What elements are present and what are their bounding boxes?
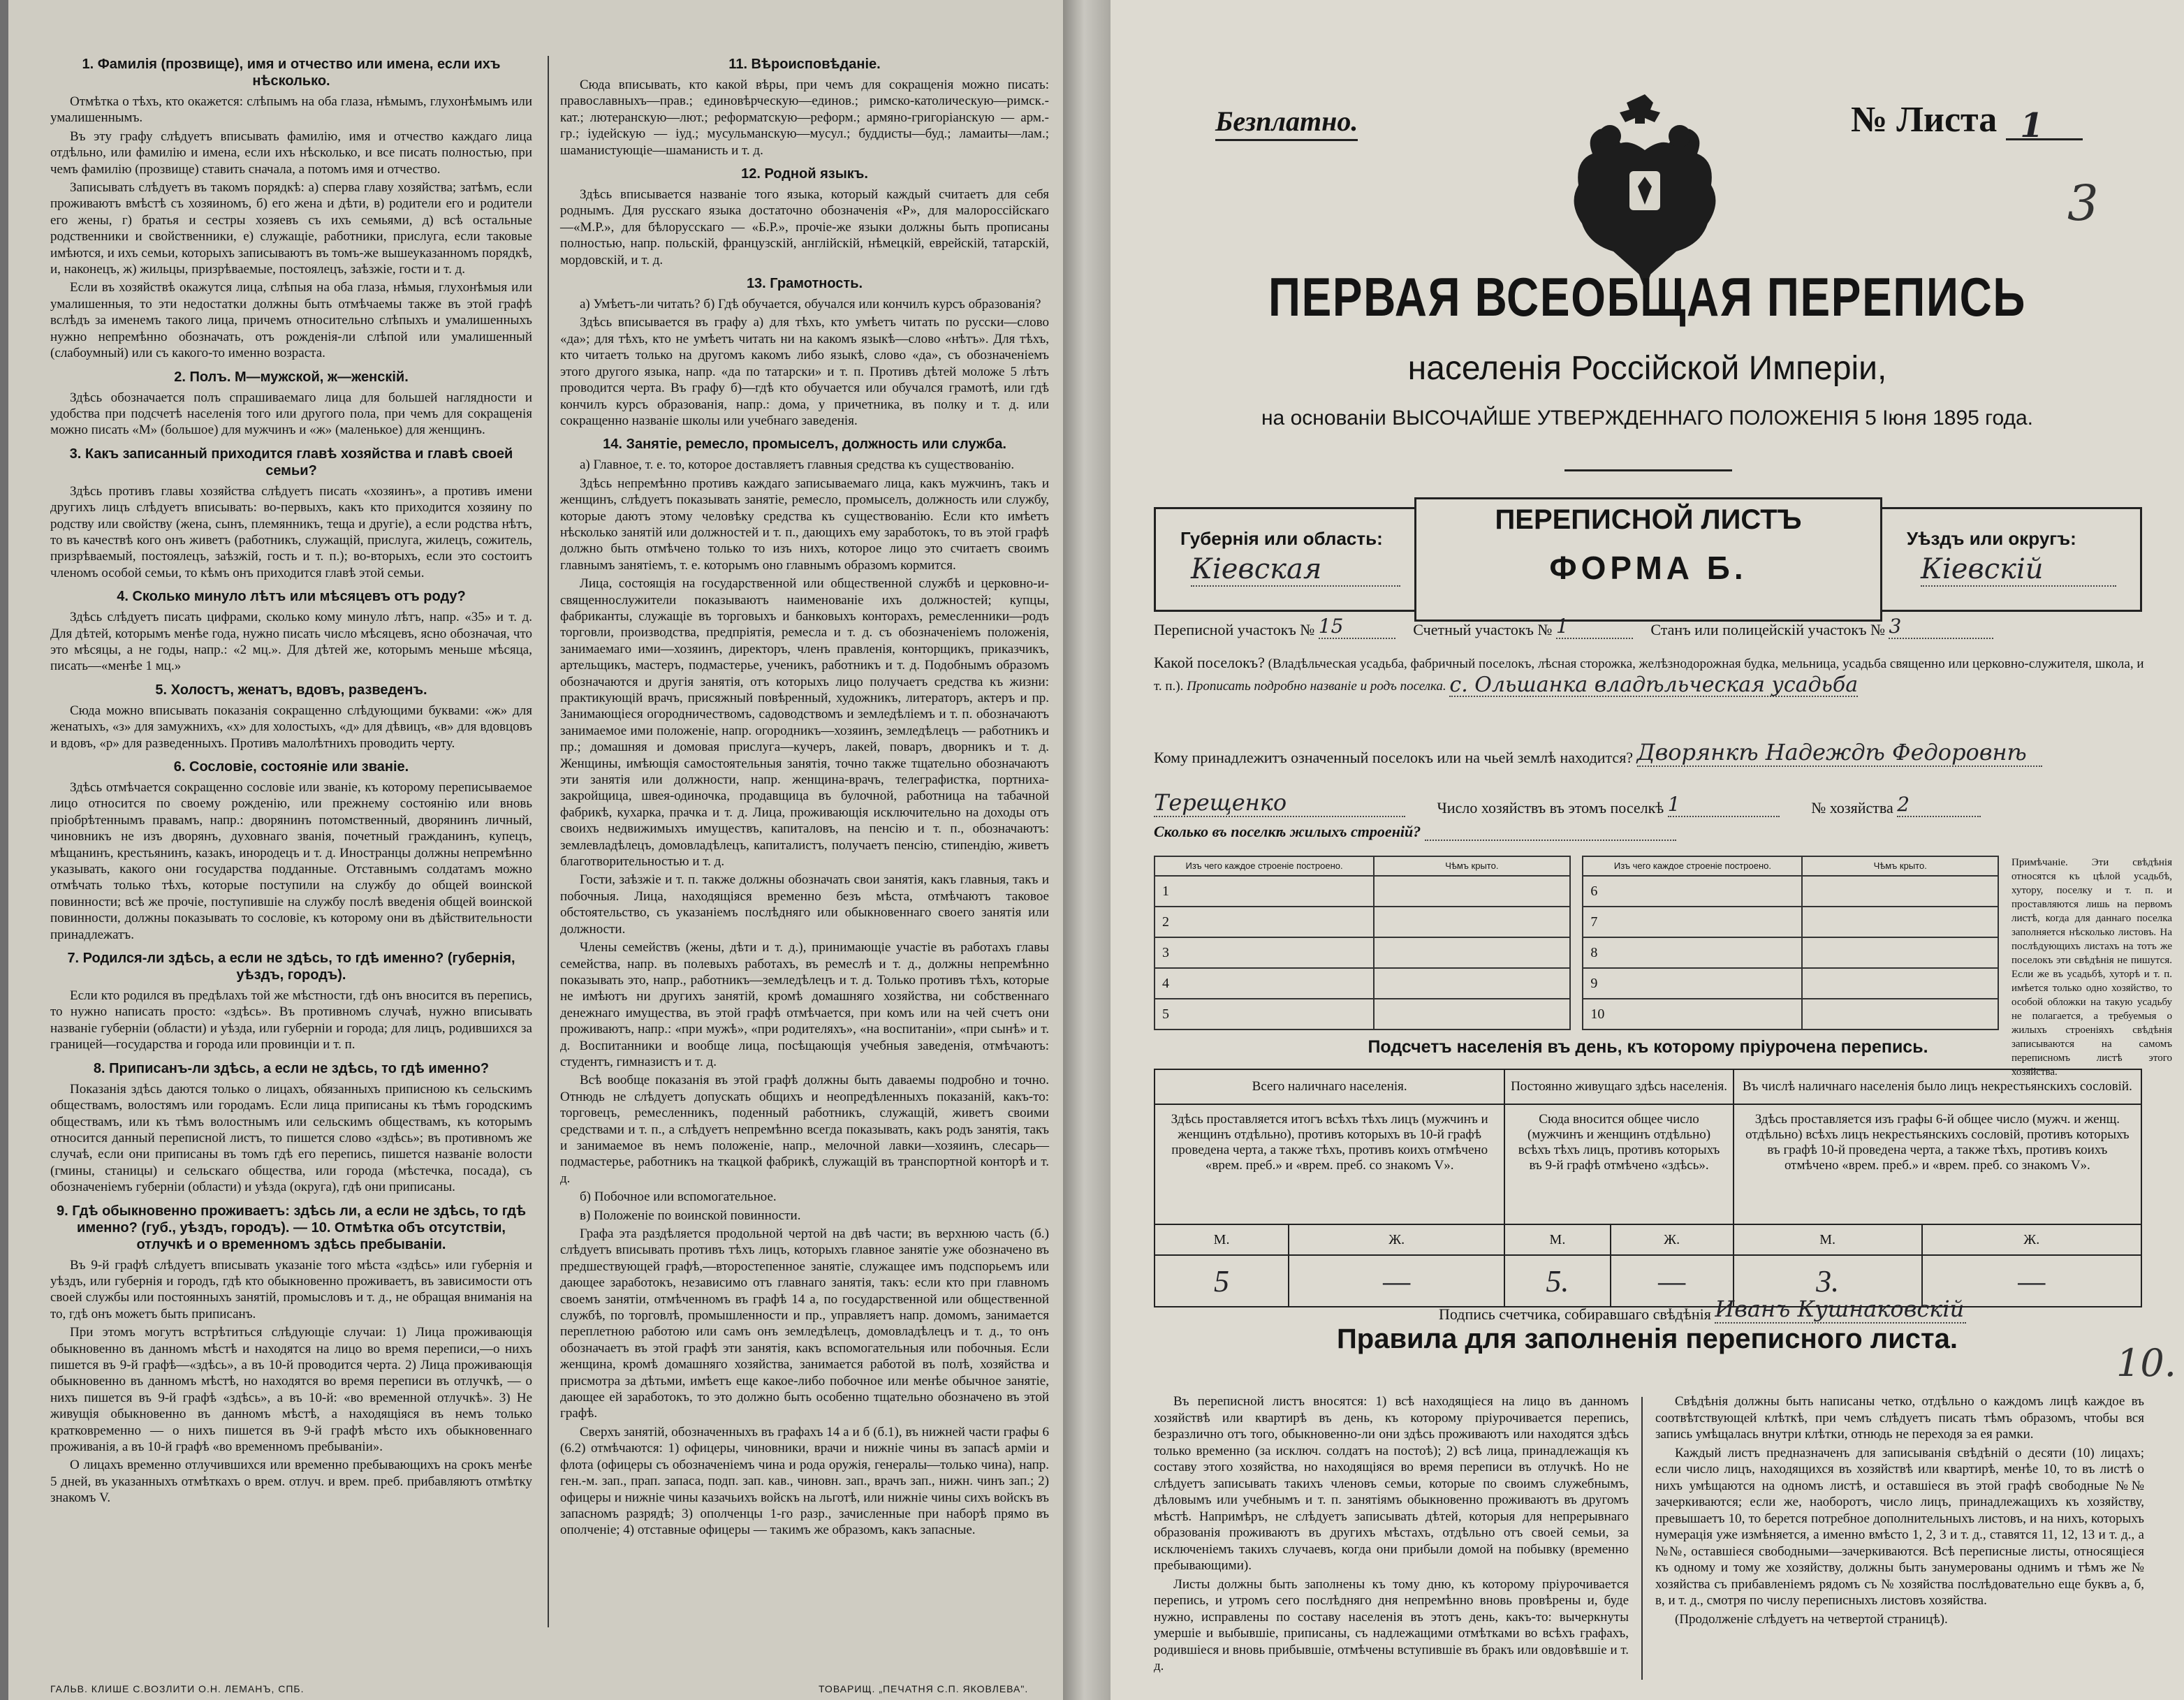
row-number: 6: [1583, 876, 1802, 907]
rule-paragraph: Если кто родился въ предѣлахъ той же мѣстности, гдѣ онъ вносится въ перепись, то нужно написать просто: «здѣсь». Въ противномъ случаѣ, нужно вписывать названіе губерніи (области) и уѣзда, или губерніи и города; для лицъ, родившихся за границей—государства и города или провинціи и т. п.: [50, 988, 532, 1053]
section-heading: 14. Занятіе, ремесло, промыселъ, должность или служба.: [603, 437, 1006, 453]
rule-paragraph: а) Главное, т. е. то, которое доставляетъ главныя средства къ существованію.: [580, 457, 1015, 473]
count-header-non-peasant: Въ числѣ наличнаго населенія было лицъ некрестьянскихъ сословій.: [1734, 1069, 2141, 1104]
rule-paragraph: Свѣдѣнія должны быть написаны четко, отдѣльно о каждомъ лицѣ каждое въ соотвѣтствующей клѣткѣ, при чемъ слѣдуетъ писать тѣмъ образомъ, чтобы вся запись умѣщалась внутри клѣтки, отнюдь не переходя за ея рамки.: [1655, 1394, 2144, 1442]
table-row: [1155, 907, 1998, 937]
sheet-number-label: № Листа: [1851, 100, 1998, 140]
section-heading: 13. Грамотность.: [746, 276, 863, 292]
corner-page-number: 3: [2067, 175, 2099, 232]
section-heading: 11. Вѣроисповѣданіе.: [728, 57, 881, 72]
section-heading: 9. Гдѣ обыкновенно проживаетъ: здѣсь ли, а если не здѣсь, то гдѣ именно? (губ., уѣздъ, городъ). — 10. Отмѣтка объ отсутствіи, отлучкѣ и о временномъ здѣсь пребываніи.: [56, 1203, 527, 1252]
rule-paragraph: Графа эта раздѣляется продольной чертой на двѣ части; въ верхнюю часть (б.) слѣдуетъ вписывать противъ тѣхъ лицъ, которыхъ главное занятіе уже обозначено въ предшествующей графѣ,—второстепенное занятіе, служащее имъ подспорьемъ или дающее заработокъ, независимо отъ главнаго занятія, такъ: если кто при главномъ своемъ занятіи, отмѣченномъ въ графѣ 14 а, по государственной или общественной службѣ, по торговлѣ, промышленности и пр., управляетъ напр. домомъ, занимается переплетною работою или самъ онъ земледѣлецъ, домовладѣлецъ и т. д., то онъ обозначаетъ въ этой графѣ эти занятія, какъ вспомогательныя или побочныя. Если женщина, кромѣ домашняго хозяйства, занимается работой въ полѣ, хозяйства и присмотра за дѣтьми, имѣетъ еще какое-либо побочное или менѣе обычное занятіе, дающее ей заработокъ, то это должно быть особенно тщательно обозначено въ этой графѣ.: [560, 1226, 1049, 1421]
table-row: [1155, 999, 1998, 1029]
row-number: 2: [1155, 907, 1374, 937]
buildings-header-material-1: Изъ чего каждое строеніе построено.: [1155, 856, 1374, 876]
section-heading: 3. Какъ записанный приходится главѣ хозяйства и главѣ своей семьи?: [69, 446, 513, 478]
owner-value-surname: Терещенко: [1154, 789, 1405, 817]
rule-paragraph: Здѣсь отмѣчается сокращенно сословіе или званіе, къ которому переписываемое лицо относится по своему рожденію, или прежнему состоянію или вновь пріобрѣтеннымъ правамъ, напр.: дворянинъ потомственный, дворянинъ личный, чиновникъ не изъ дворянъ, духовнаго званія, почетный гражданинъ, купецъ, мѣщанинъ, крестьянинъ, казакъ, инородецъ и т. д. Иностранцы должны непремѣнно указывать, какого они государства подданные. Отставнымъ солдатамъ можно отмѣчать только тѣхъ, которые поступили на службу до общей воинской повинности; всѣ же прочіе, поступившіе на службу послѣ введенія общей воинской повинности, должны показывать то сословіе, къ которому они въ дѣйствительности принадлежатъ.: [50, 780, 532, 942]
count-header-total: Всего наличнаго населенія.: [1155, 1069, 1504, 1104]
rule-paragraph: в) Положеніе по воинской повинности.: [580, 1208, 801, 1223]
section-heading: 5. Холостъ, женатъ, вдовъ, разведенъ.: [155, 682, 427, 698]
census-main-title: ПЕРВАЯ ВСЕОБЩАЯ ПЕРЕПИСЬ: [1268, 266, 2027, 328]
permanent-male-value: 5.: [1504, 1255, 1610, 1307]
rule-paragraph: Здѣсь непремѣнно противъ каждаго записываемаго лица, какъ мужчинъ, такъ и женщинъ, слѣдуетъ показывать занятіе, ремесло, промыселъ, должность или службу, которые даютъ этому человѣку средства къ существованію. Если кто имѣетъ нѣсколько занятій или должностей и т. п., дающихъ ему заработокъ, то въ этой графѣ должно быть отмѣчено только то изъ нихъ, которое лицо это считаетъ своимъ главнымъ занятіемъ, т. е. которымъ оно главнымъ образомъ кормится.: [560, 476, 1049, 573]
permanent-female-value: —: [1611, 1255, 1734, 1307]
column-divider: [548, 56, 549, 1627]
rule-paragraph: Листы должны быть заполнены къ тому дню, къ которому пріурочивается перепись, и утромъ сего послѣдняго дня непремѣнно вновь провѣрены и, буде нужно, исправлены по составу населенія въ этотъ день, какъ-то: вычеркнуты умершіе и выбывшіе, приписаны, съ надлежащими отмѣтками во всѣхъ графахъ, родившіеся и вновь прибывшіе, отмѣчены вступившіе въ бракъ или овдовѣвшіе и т. д.: [1154, 1576, 1629, 1673]
signature-label: Подпись счетчика, собиравшаго свѣдѣнія: [1439, 1305, 1711, 1323]
households-line: [1154, 789, 1981, 817]
count-desc-permanent: Сюда вносится общее число (мужчинъ и женщинъ отдѣльно) всѣхъ тѣхъ лицъ, противъ которыхъ въ 9-й графѣ отмѣчено «здѣсь».: [1504, 1104, 1733, 1224]
rule-paragraph: О лицахъ временно отлучившихся или временно пребывающихъ на срокъ менѣе 5 дней, въ указанныхъ отмѣткахъ о врем. отлуч. и врем. преб. прибавляютъ отмѣтку знакомъ V.: [50, 1458, 532, 1506]
rule-paragraph: Показанія здѣсь даются только о лицахъ, обязанныхъ приписною къ сельскимъ обществамъ, волостямъ или городамъ. Если лица приписаны къ тѣмъ городскимъ обществамъ, или къ тѣмъ волостнымъ или сельскимъ обществамъ, къ которымъ относится данный переписной листъ, то пишется слово «здѣсь»; въ противномъ же случаѣ, если они приписаны въ томъ гдѣ его перепись, пишется названіе волости (гмины, станицы) и сельскаго общества, или города (мѣстечка, посада), съ обозначеніемъ губерніи (области) и уѣзда (округа), гдѣ они приписаны.: [50, 1081, 532, 1195]
province-value: Кіевская: [1191, 553, 1400, 587]
rule-paragraph: Здѣсь противъ главы хозяйства слѣдуетъ писать «хозяинъ», а противъ имени другихъ лицъ слѣдуетъ вписывать: во-первыхъ, какъ кто приходится хозяину по родству или свойству (жена, сынъ, племянникъ, теща и другіе), а если родства нѣтъ, то въ качествѣ кого онъ живетъ (работникъ, служащій, прислуга, жилецъ, сожитель, призрѣваемый, постоялецъ, заѣзжій, гость и т. п.); во-вторыхъ, если это состоитъ членомъ особой семьи, то кѣмъ онъ приходится главѣ этой семьи.: [50, 483, 532, 580]
rule-paragraph: Всѣ вообще показанія въ этой графѣ должны быть даваемы подробно и точно. Отнюдь не слѣдуетъ допускать общихъ и неопредѣленныхъ показаній, какъ-то: торговецъ, ремесленникъ, поденный работникъ, служащій, живетъ своими средствами и т. п., а слѣдуетъ непремѣнно всегда показывать, какъ родъ занятія, такъ и занимаемое въ немъ положеніе, напр., мелочной лавки—хозяинъ, слесарь—подмастерье, работникъ на ткацкой фабрикѣ, служащій въ транспортной конторѣ и т. д.: [560, 1073, 1049, 1186]
free-label: Безплатно.: [1215, 105, 1358, 141]
row-number: 5: [1155, 999, 1374, 1029]
buildings-table: [1154, 856, 1999, 1030]
rule-paragraph: Въ переписной листъ вносятся: 1) всѣ находящіеся на лицо въ данномъ хозяйствѣ или квартирѣ въ день, къ которому пріурочивается перепись, безразлично отъ того, обыкновенно-ли они здѣсь проживаютъ или находятся здѣсь только временно (за исключ. солдатъ на постоѣ); 2) всѣ лица, принадлежащія къ составу этого хозяйства, но находящіяся во время переписи въ отлучкѣ. Но не слѣдуетъ записывать такихъ членовъ семьи, которые по своимъ служебнымъ, дѣловымъ или учебнымъ и т. п. занятіямъ обыкновенно проживаютъ въ другомъ мѣстѣ. Напримѣръ, не слѣдуетъ записывать дѣтей, которыя для непрерывнаго образованія проживаютъ въ другихъ мѣстахъ, отдѣльно отъ своей семьи, за исключеніемъ такихъ случаевъ, когда они прибыли домой на побывку (временно пребывающими).: [1154, 1394, 1629, 1573]
margin-number: 10.: [2116, 1341, 2176, 1385]
table-row: [1155, 876, 1998, 907]
female-label: Ж.: [1611, 1224, 1734, 1255]
row-number: 1: [1155, 876, 1374, 907]
settlement-instruction: Прописать подробно названіе и родъ поселка.: [1187, 679, 1446, 694]
settlement-note: (Владѣльческая усадьба, фабричный поселокъ, лѣсная сторожка, желѣзнодорожная будка, мельница, усадьба священно или церковно-служителя, школа, и т. п.).: [1154, 657, 2144, 694]
section-heading: 4. Сколько минуло лѣтъ или мѣсяцевъ отъ роду?: [117, 589, 466, 605]
male-label: М.: [1504, 1224, 1610, 1255]
count-header-permanent: Постоянно живущаго здѣсь населенія.: [1504, 1069, 1733, 1104]
households-value: 1: [1668, 793, 1780, 817]
count-title: Подсчетъ населенія въ день, къ которому пріурочена перепись.: [1368, 1037, 1928, 1057]
rules-page-left: [8, 0, 1063, 1700]
census-subtitle: населенія Россійской Имперіи,: [1407, 350, 1887, 387]
census-area-line: [1154, 615, 1993, 639]
female-label: Ж.: [1922, 1224, 2142, 1255]
total-male-value: 5: [1155, 1255, 1289, 1307]
rule-paragraph: Въ 9-й графѣ слѣдуетъ вписывать указаніе того мѣста «здѣсь» или губернія и уѣздъ, или губернія и городъ, гдѣ кто обыкновенно проживаетъ, въ зависимости отъ своей службы или постоянныхъ занятій, промысловъ и т. д., не обращая вниманія на то, гдѣ онъ можетъ быть приписанъ.: [50, 1257, 532, 1321]
owner-label: Кому принадлежитъ означенный поселокъ или на чьей землѣ находится?: [1154, 749, 1634, 766]
rule-paragraph: Въ эту графу слѣдуетъ вписывать фамилію, имя и отчество каждаго лица отдѣльно, или фамилію и имена, если ихъ нѣсколько, и все писать полностью, при чемъ фамилію (прозвище) ставить сначала, а потомъ имя и отчество.: [50, 129, 532, 177]
rule-paragraph: Здѣсь вписывается въ графу а) для тѣхъ, кто умѣетъ читать по русски—слово «да»; для тѣхъ, кто не умѣетъ читать ни на какомъ языкѣ—слово «нѣтъ». Для тѣхъ, кто читаетъ только на другомъ какомъ либо языкѣ, слово «да», съ обозначеніемъ этого другого языка, напр. «да по татарски» и т. п. Противъ дѣтей моложе 5 лѣтъ проводится черта. Въ графу б)—гдѣ кто обучается или обучался грамотѣ, или гдѣ кончилъ курсъ образованія, напр.: дома, у причетника, въ полку и т. д. или сокращенно названіе школы или учебнаго заведенія.: [560, 315, 1049, 428]
rule-paragraph: Здѣсь слѣдуетъ писать цифрами, сколько кому минуло лѣтъ, напр. «35» и т. д. Для дѣтей, которымъ менѣе года, нужно писать число мѣсяцевъ, ясно обозначая, что это мѣсяцы, а не годы, напр.: «2 мц.». Для дѣтей же, которымъ меньше мѣсяца, писать—«менѣе 1 мц.»: [50, 610, 532, 674]
section-heading: 12. Родной языкъ.: [741, 166, 868, 182]
table-row: [1155, 937, 1998, 968]
section-heading: 2. Полъ. М—мужской, ж—женскій.: [174, 369, 409, 385]
table-row: [1155, 968, 1998, 999]
male-label: М.: [1734, 1224, 1922, 1255]
rule-paragraph: Сюда можно вписывать показанія сокращенно слѣдующими буквами: «ж» для женатыхъ, «з» для замужнихъ, «х» для холостыхъ, «д» для дѣвицъ, «в» для вдовцовъ и вдовъ, «р» для разведенныхъ. Противъ малолѣтнихъ проводить черту.: [50, 703, 532, 751]
rule-paragraph: Записывать слѣдуетъ въ такомъ порядкѣ: а) сперва главу хозяйства; затѣмъ, если проживаютъ вмѣстѣ съ хозяиномъ, б) его жена и дѣти, в) родители его и родители его жены, г) братья и сестры хозяевъ съ ихъ семьями, д) всѣ остальные родственники и свойственники, е) служащіе, работники, прислуга, если таковые имѣются, и ихъ семьи, которыхъ записываютъ въ томъ-же вышеуказанномъ порядкѣ, и, наконецъ, ж) жильцы, призрѣваемые, постоялецъ, заѣзжіе, гости и т. д.: [50, 180, 532, 277]
rules-title: Правила для заполненія переписного листа.: [1337, 1324, 1958, 1354]
buildings-header-roof-2: Чѣмъ крыто.: [1802, 856, 1998, 876]
rule-paragraph: При этомъ могутъ встрѣтиться слѣдующіе случаи: 1) Лица проживающія обыкновенно въ данномъ мѣстѣ и находятся на лицо во время переписи,—о нихъ пишется въ 9-й графѣ—«здѣсь», а въ 10-й проводится черта. 2) Лица проживающія обыкновенно въ данномъ мѣстѣ, но находятся во время переписи въ отлучкѣ, — о нихъ пишется въ 9-й графѣ «здѣсь», а въ 10-й: «во временной отлучкѣ». 3) Не живущія обыкновенно въ данномъ мѣстѣ, а находящіяся въ немъ только кратковременно — о нихъ пишется въ 9-й графѣ мѣсто ихъ обыкновеннаго проживанія, а въ 10-й графѣ «во временномъ пребываніи».: [50, 1325, 532, 1454]
female-label: Ж.: [1289, 1224, 1504, 1255]
signature-line: [1439, 1296, 1966, 1324]
buildings-header-roof-1: Чѣмъ крыто.: [1374, 856, 1570, 876]
rule-paragraph: Члены семействъ (жены, дѣти и т. д.), принимающіе участіе въ работахъ главы семейства, напр. въ полевыхъ работахъ, въ ремеслѣ и т. д., должны непремѣнно показывать это, напр., работникъ—земледѣлецъ и т. д. Только противъ тѣхъ, которые не имѣютъ ни другихъ занятій, кромѣ домашняго хозяйства, ни собственнаго денежнаго имущества, въ этой графѣ отмѣчается, при комъ или на чей счетъ они проживаютъ, напр.: «при мужѣ», «при родителяхъ», «на воспитаніи», «при сынѣ» и т. д. Воспитанники и вообще лица, посѣщающія учебныя заведенія, отмѣчаютъ: студентъ, гимназистъ и т. д.: [560, 940, 1049, 1069]
rule-paragraph: Лица, состоящія на государственной или общественной службѣ и церковно-и-священнослужители показываютъ наименованіе ихъ должностей; купцы, фабриканты, служащіе въ торговыхъ и банковыхъ конторахъ, ремесленники—родъ торговли, производства, предпріятія, ремесла и т. д. съ обозначеніемъ положенія, занимаемаго ими—хозяинъ, директоръ, членъ правленія, конторщикъ, приказчикъ, артельщикъ, мастеръ, подмастерье, ученикъ, работникъ и т. д. Подобнымъ образомъ обозначаются и другія занятія, отъ которыхъ лицо получаетъ средства къ жизни: практикующій врачъ, присяжный повѣренный, художникъ, литераторъ, актеръ и пр. Занимающіеся огородничествомъ, садоводствомъ и земледѣліемъ и т. п. обозначаютъ занимаемое ими положеніе, напр. огородникъ—хозяинъ, земледѣлецъ — работникъ и пр.; домашняя и домовая прислуга—кучеръ, лакей, поваръ, дворникъ и т. д. Женщины, имѣющія самостоятельныя занятія, точно также тщательно обозначаютъ эти занятія или должности, напр. женщина-врачъ, телеграфистка, портниха-закройщица, швея-одиночка, продавщица въ булочной, работница на табачной фабрикѣ, кухарка, прачка и т. д. Лица, проживающія исключительно на доходы отъ своихъ недвижимыхъ имуществъ, капиталовъ, на пенсію и т. п., обозначаютъ: землевладѣлецъ, домовладѣлецъ, капиталистъ, получаетъ пенсію, стипендію, живетъ благотворительностью и т. д.: [560, 576, 1049, 870]
page-fold: [1063, 0, 1111, 1700]
sheet-number-value: 1: [2020, 106, 2044, 145]
buildings-label: Сколько въ поселкѣ жилыхъ строеній?: [1154, 823, 1421, 840]
district-label: Уѣздъ или округъ:: [1907, 528, 2076, 549]
rules-column-2: [560, 49, 1049, 1655]
fill-rules-column-1: [1154, 1393, 1629, 1687]
count-desc-total: Здѣсь проставляется итогъ всѣхъ тѣхъ лицъ (мужчинъ и женщинъ отдѣльно), противъ которыхъ въ 10-й графѣ проведена черта, а также тѣхъ, противъ коихъ отмѣчено «врем. преб.» и «врем. преб. со знакомъ V».: [1155, 1104, 1504, 1224]
owner-value: Дворянкѣ Надеждѣ Федоровнѣ: [1637, 739, 2042, 767]
district-value: Кіевскій: [1921, 553, 2116, 587]
rule-paragraph: а) Умѣетъ-ли читать? б) Гдѣ обучается, обучался или кончилъ курсъ образованія?: [580, 297, 1041, 312]
rule-paragraph: Здѣсь вписывается названіе того языка, который каждый считаетъ для себя роднымъ. Для русскаго языка достаточно обозначенія «Р», для малороссійскаго—«М.Р.», для бѣлорусскаго — «Б.Р.», прочіе-же языки должны быть прописаны полностью, напр. польскій, французскій, англійскій, нѣмецкій, еврейскій, татарскій, мордовскій, и т. д.: [560, 187, 1049, 268]
settlement-line: [1154, 652, 2146, 697]
rule-paragraph: Если въ хозяйствѣ окажутся лица, слѣпыя на оба глаза, нѣмыя, глухонѣмыя или умалишенныя, то эти недостатки должны быть отмѣчаемы также въ этой графѣ вслѣдъ за именемъ такого лица, причемъ относительно слѣпыхъ и умалишенныхъ нужно непремѣнно обозначать, отъ рожденія-ли слѣпой или умалишенный (слабоумный) или съ какого-то именно возраста.: [50, 280, 532, 361]
stan-label: Станъ или полицейскій участокъ №: [1650, 621, 1885, 638]
count-area-value: 1: [1556, 615, 1633, 639]
row-number: 8: [1583, 937, 1802, 968]
row-number: 3: [1155, 937, 1374, 968]
household-number-label: № хозяйства: [1811, 799, 1893, 816]
population-count-table: [1154, 1069, 2142, 1307]
buildings-header-material-2: Изъ чего каждое строеніе построено.: [1583, 856, 1802, 876]
section-heading: 1. Фамилія (прозвище), имя и отчество или имена, если ихъ нѣсколько.: [82, 57, 501, 89]
title-rule: [1564, 469, 1732, 471]
fill-rules-column-2: [1655, 1393, 2144, 1687]
sheet-number: [1851, 99, 2083, 145]
non-peasant-female-value: —: [1922, 1255, 2142, 1307]
total-female-value: —: [1289, 1255, 1504, 1307]
census-form-page: [1111, 0, 2184, 1700]
rule-paragraph: Отмѣтка о тѣхъ, кто окажется: слѣпымъ на оба глаза, нѣмымъ, глухонѣмымъ или умалишеннымъ.: [50, 94, 532, 126]
printer-credit-right: ТОВАРИЩ. „ПЕЧАТНЯ С.П. ЯКОВЛЕВА".: [819, 1683, 1029, 1694]
census-area-value: 15: [1319, 615, 1395, 639]
rule-paragraph: Здѣсь обозначается полъ спрашиваемаго лица для большей наглядности и удобства при подсчетѣ населенія того или другого пола, при чемъ для сокращенія можно писать «М» (большое) для мужчинъ и «ж» (маленькое) для женщинъ.: [50, 390, 532, 438]
province-label: Губернія или область:: [1180, 528, 1383, 549]
settlement-value: с. Ольшанка владѣльческая усадьба: [1449, 673, 1859, 697]
rule-paragraph: б) Побочное или вспомогательное.: [580, 1189, 777, 1205]
signature-value: Иванъ Кушнаковскій: [1715, 1296, 1966, 1324]
rules-column-1: [50, 49, 532, 1655]
section-heading: 8. Приписанъ-ли здѣсь, а если не здѣсь, то гдѣ именно?: [93, 1060, 490, 1076]
rule-paragraph: (Продолженіе слѣдуетъ на четвертой страницѣ).: [1675, 1611, 1948, 1627]
row-number: 7: [1583, 907, 1802, 937]
rule-paragraph: Гости, заѣзжіе и т. п. также должны обозначать свои занятія, какъ главныя, такъ и побочныя. Лица, находящіяся временно безъ мѣста, отмѣчаютъ таковое обстоятельство, съ указаніемъ послѣдняго или обыкновеннаго своего занятія или должности.: [560, 872, 1049, 937]
non-peasant-male-value: 3.: [1734, 1255, 1922, 1307]
rule-paragraph: Каждый листъ предназначенъ для записыванія свѣдѣній о десяти (10) лицахъ; если число лицъ, находящихся въ хозяйствѣ или квартирѣ, менѣе 10, то въ листѣ о нихъ умѣщаются на одномъ листѣ, и оставшіеся въ этой графѣ свободные №№ зачеркиваются; если же, наоборотъ, число лицъ, принадлежащихъ къ хозяйству, превышаетъ 10, то берется потребное дополнительныхъ листовъ, и на нихъ, которыхъ нумерація уже измѣняется, а именно вмѣсто 1, 2, 3 и т. д., ставятся 11, 12, 13 и т. д., а №№, оставшіеся свободными—зачеркиваются. Всѣ переписные листы, относящіеся къ одному и тому же хозяйству, должны быть занумерованы однимъ и тѣмъ же № хозяйства съ прибавленіемъ рядомъ съ № хозяйства послѣдовательно еще буквъ а, б, в, и т. д., смотря по числу переписныхъ листовъ хозяйства.: [1655, 1445, 2144, 1608]
households-label: Число хозяйствъ въ этомъ поселкѣ: [1437, 799, 1664, 816]
household-number-value: 2: [1897, 793, 1981, 817]
stan-value: 3: [1889, 615, 1993, 639]
row-number: 10: [1583, 999, 1802, 1029]
row-number: 4: [1155, 968, 1374, 999]
count-area-label: Счетный участокъ №: [1413, 621, 1553, 638]
male-label: М.: [1155, 1224, 1289, 1255]
buildings-note: Примѣчаніе. Эти свѣдѣнія относятся къ цѣлой усадьбѣ, хутору, поселку и т. п. и проставляются лишь на первомъ листѣ, когда для даннаго поселка заполняется нѣсколько листовъ. На послѣдующихъ листахъ на тотъ же поселокъ эти свѣдѣнія не пишутся. Если же въ усадьбѣ, хуторѣ и т. п. имѣется только одно хозяйство, то особой обложки на такую усадьбу не полагается, а требуемыя о жилыхъ строеніяхъ свѣдѣнія записываются на самомъ переписномъ листѣ этого хозяйства.: [2011, 857, 2172, 1078]
census-area-label: Переписной участокъ №: [1154, 621, 1315, 638]
count-desc-non-peasant: Здѣсь проставляется изъ графы 6-й общее число (мужч. и женщ. отдѣльно) всѣхъ лицъ некрестьянскихъ сословій, противъ которыхъ въ графѣ 10-й проведена черта, а также тѣхъ, противъ коихъ отмѣчено «врем. преб.» и «врем. преб. со знакомъ V».: [1734, 1104, 2141, 1224]
rule-paragraph: Сверхъ занятій, обозначенныхъ въ графахъ 14 а и б (б.1), въ нижней части графы 6 (6.2) отмѣчаются: 1) офицеры, чиновники, врачи и нижніе чины въ запасѣ арміи и флота (офицеры съ обозначеніемъ чина и рода оружія, генералы—только чина), напр. ген.-м. зап., прап. запаса, подп. зап. кав., чиновн. зап., врачъ зап., нижн. чинъ зап.; 2) офицеры и нижніе чины казачьихъ войскъ на льготѣ, или нижніе чины сихъ войскъ въ запасномъ разрядѣ; 3) ополченцы 1-го разр., зачисленные при наборѣ прямо въ ополченіе; 4) отставные офицеры — такимъ же образомъ, какъ запасные.: [560, 1424, 1049, 1538]
form-title-line1: ПЕРЕПИСНОЙ ЛИСТЪ: [1495, 504, 1802, 535]
section-heading: 7. Родился-ли здѣсь, а если не здѣсь, то гдѣ именно? (губернія, уѣздъ, городъ).: [67, 951, 515, 983]
rules-divider: [1641, 1397, 1643, 1680]
rule-paragraph: Сюда вписывать, кто какой вѣры, при чемъ для сокращенія можно писать: православныхъ—прав.; единовѣрческую—единов.; римско-католическую—римск.-кат.; лютеранскую—лют.; реформатскую—реформ.; армяно-григоріанскую — арм.-гр.; іудейскую — іуд.; мусульманскую—мусул.; буддисты—буд.; ламаиты—лам.; шаманистующіе—шаманисть и т. д.: [560, 78, 1049, 158]
owner-line: [1154, 739, 2042, 767]
form-title-line2: ФОРМА Б.: [1549, 550, 1747, 586]
section-heading: 6. Сословіе, состояніе или званіе.: [173, 759, 409, 775]
census-basis-line: на основаніи ВЫСОЧАЙШЕ УТВЕРЖДЕННАГО ПОЛОЖЕНІЯ 5 Іюня 1895 года.: [1261, 406, 2033, 430]
printer-credit-left: ГАЛЬВ. КЛИШЕ С.ВОЗЛИТИ О.Н. ЛЕМАНЪ, СПБ.: [50, 1683, 305, 1694]
buildings-line: [1154, 823, 1676, 841]
row-number: 9: [1583, 968, 1802, 999]
settlement-label: Какой поселокъ?: [1154, 654, 1265, 671]
